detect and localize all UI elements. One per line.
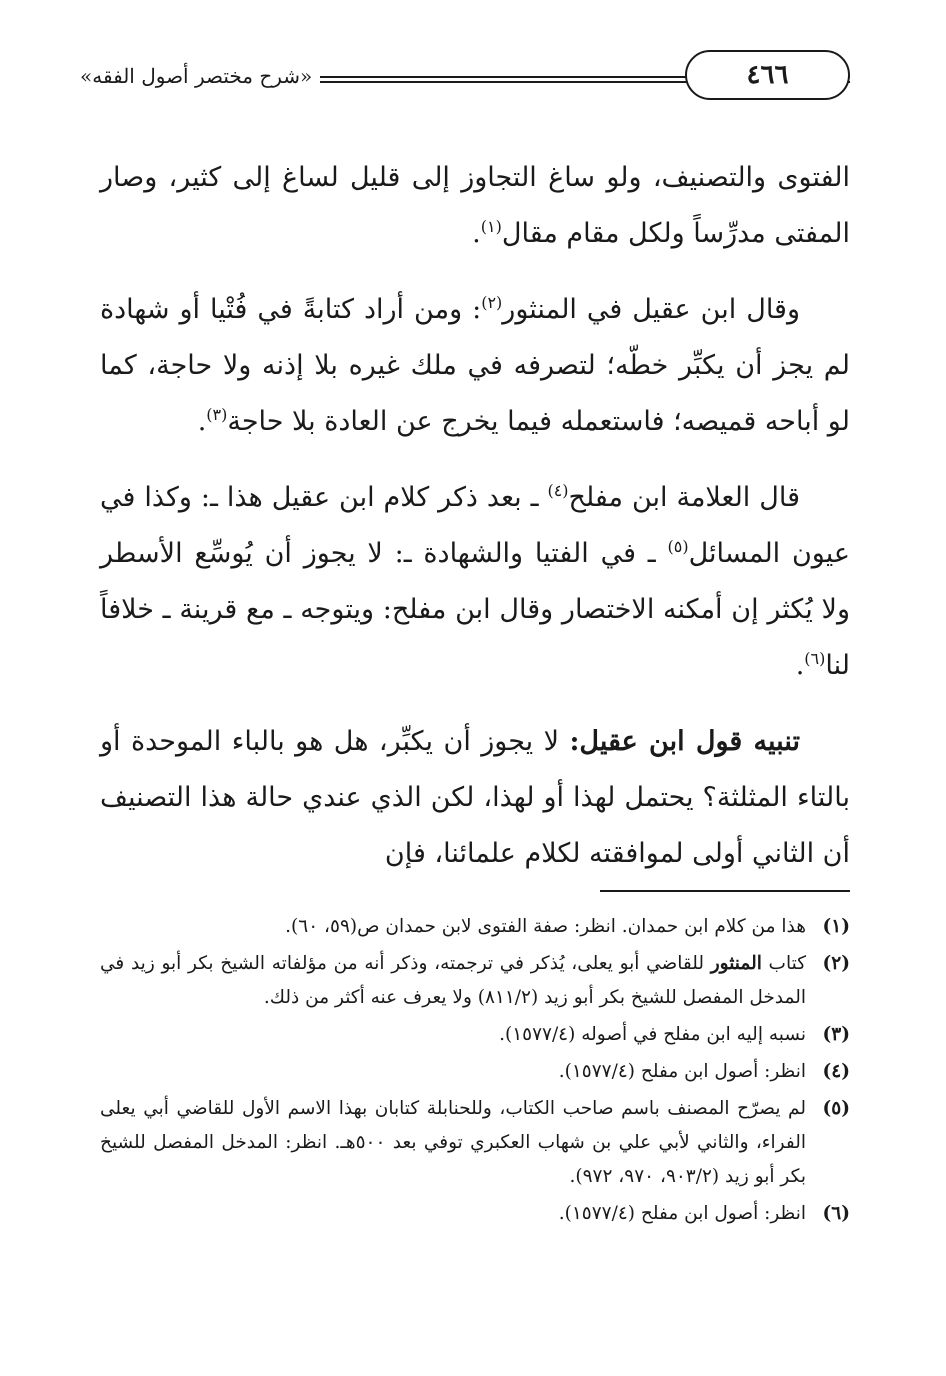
page-number: ٤٦٦ [685,50,850,100]
footnote-separator [600,890,850,892]
paragraph [100,714,850,882]
footnote-number: (٥) [822,1098,850,1119]
paragraph-text: ـ في الفتيا والشهادة ـ: لا يجوز أن يُوسِّع الأسطر ولا يُكثر إن أمكنه الاختصار وقال ابن مفلح: ويتوجه ـ مع قرينة ـ خلافاً لنا [100,538,850,681]
footnote-number: (٢) [822,953,850,974]
footnote-text: للقاضي أبو يعلى، يُذكر في ترجمته، وذكر أنه من مؤلفاته الشيخ بكر أبو زيد في المدخل المفصل للشيخ بكر أبو زيد (٨١١/٢) ولا يعرف عنه أكثر من ذلك. [100,953,806,1008]
main-text [100,150,850,902]
footnotes [100,910,850,1234]
footnote [100,1197,850,1231]
footnote-number: (١) [822,916,850,937]
footnote [100,947,850,1015]
note-heading: تنبيه قول ابن عقيل: [569,726,800,757]
footnote-number: (٣) [822,1024,850,1045]
footnote [100,1018,850,1052]
paragraph: الفتوى والتصنيف، ولو ساغ التجاوز إلى قليل لساغ إلى كثير، وصار المفتى مدرِّساً ولكل مقام مقال$^{(١)}$. [100,162,850,249]
footnote-text: نسبه إليه ابن مفلح في أصوله (١٥٧٧/٤). [499,1024,806,1045]
footnote-ref: (٤) [547,481,569,500]
paragraph-text: وقال ابن عقيل في المنثور [502,294,800,325]
paragraph: قال العلامة ابن مفلح$^{(٤)}$ ـ بعد ذكر كلام ابن عقيل هذا ـ: وكذا في عيون المسائل$^{(٥)}$ ـ في الفتيا والشهادة ـ: لا يجوز أن يُوسِّع الأسطر ولا يُكثر إن أمكنه الاختصار وقال ابن مفلح: ويتوجه ـ مع قرينة ـ خلافاً لنا$^{(٦)}$. [100,481,850,681]
footnote-ref: (١) [480,217,502,236]
footnote-text: كتاب [761,953,806,974]
footnote-number: (٤) [822,1061,850,1082]
footnote-ref: (٣) [206,405,228,424]
paragraph-text: : ومن أراد كتابةً في فُتْيا أو شهادة لم يجز أن يكبِّر خطّه؛ لتصرفه في ملك غيره بلا إذنه ولا حاجة، كما لو أباحه قميصه؛ فاستعمله فيما يخرج عن العادة بلا حاجة [100,294,850,437]
page-header [80,50,850,106]
paragraph-text: لا يجوز أن يكبِّر، هل هو بالباء الموحدة أو بالتاء المثلثة؟ يحتمل لهذا أو لهذا، لكن الذي عندي حالة هذا التصنيف أن الثاني أولى لموافقته لكلام علمائنا، فإن [100,726,850,869]
paragraph: وقال ابن عقيل في المنثور$^{(٢)}$: ومن أراد كتابةً في فُتْيا أو شهادة لم يجز أن يكبِّر خطّه؛ لتصرفه في ملك غيره بلا إذنه ولا حاجة، كما لو أباحه قميصه؛ فاستعمله فيما يخرج عن العادة بلا حاجة$^{(٣)}$. [100,293,850,437]
paragraph-text: الفتوى والتصنيف، ولو ساغ التجاوز إلى قليل لساغ إلى كثير، وصار المفتى مدرِّساً ولكل مقام مقال [100,162,850,249]
footnote [100,1055,850,1089]
footnote-number: (٦) [822,1203,850,1224]
footnote [100,1092,850,1194]
footnote-ref: (٦) [804,649,826,668]
running-title: «شرح مختصر أصول الفقه» [80,64,313,88]
paragraph-text: ـ بعد ذكر كلام ابن عقيل هذا ـ: وكذا في عيون المسائل [100,482,850,569]
footnote [100,910,850,944]
footnote-text: انظر: أصول ابن مفلح (١٥٧٧/٤). [558,1203,806,1224]
book-title: المنثور [710,953,762,974]
footnote-ref: (٢) [481,293,503,312]
footnote-ref: (٥) [667,537,689,556]
footnote-text: هذا من كلام ابن حمدان. انظر: صفة الفتوى لابن حمدان ص(٥٩، ٦٠). [285,916,806,937]
paragraph-text: قال العلامة ابن مفلح [568,482,800,513]
footnote-text: لم يصرّح المصنف باسم صاحب الكتاب، وللحنابلة كتابان بهذا الاسم الأول للقاضي أبي يعلى الفراء، والثاني لأبي علي بن شهاب العكبري توفي بعد ٥٠٠هـ. انظر: المدخل المفصل للشيخ بكر أبو زيد (٩٠٣/٢، ٩٧٠، ٩٧٢). [100,1098,806,1187]
footnote-text: انظر: أصول ابن مفلح (١٥٧٧/٤). [558,1061,806,1082]
